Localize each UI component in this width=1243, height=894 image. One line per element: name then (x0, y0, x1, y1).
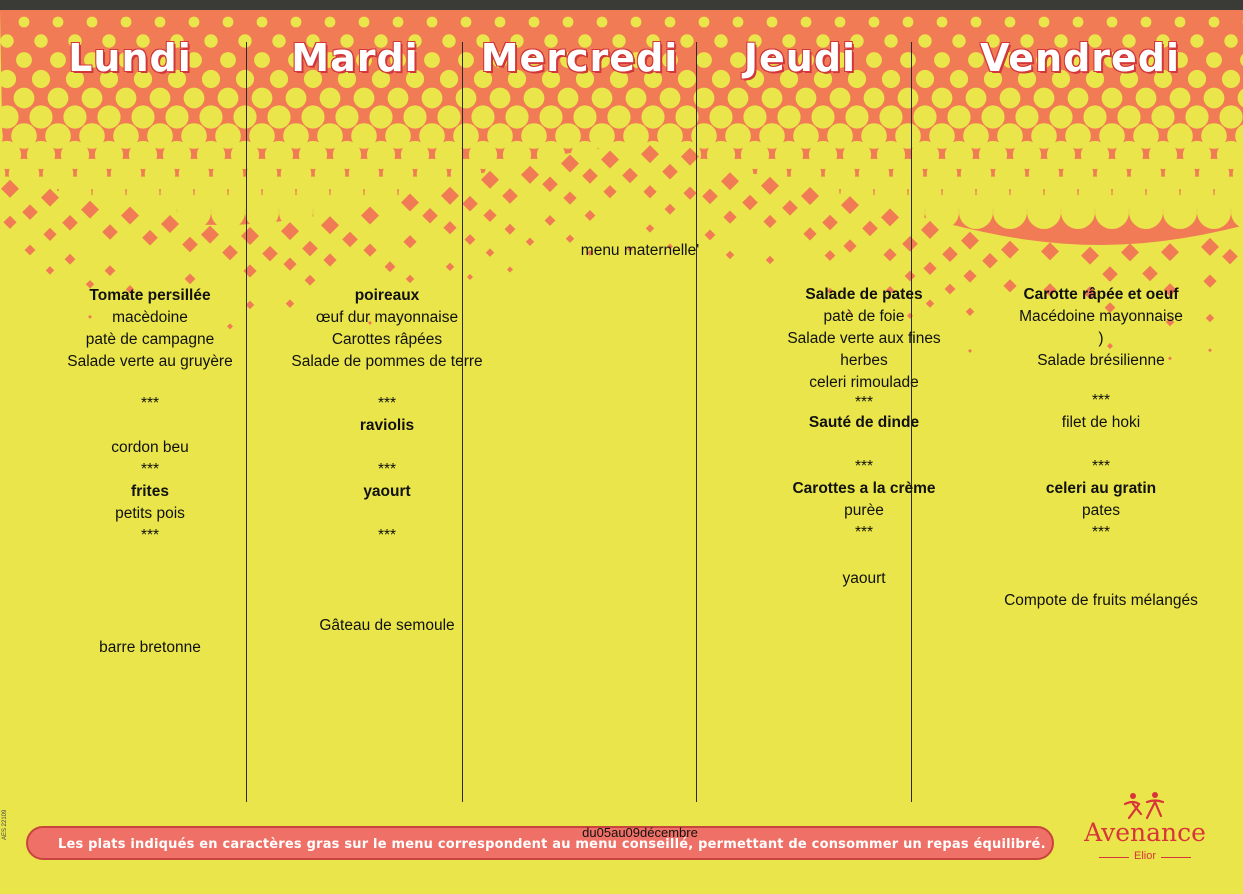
pattern-dot (131, 105, 154, 128)
dish-starter: Salade brésilienne (1037, 352, 1165, 369)
pattern-diamond (1081, 247, 1099, 265)
menu-column-jeudi (754, 284, 974, 590)
pattern-diamond (763, 215, 776, 228)
date-range: du05au09décembre (582, 825, 698, 840)
pattern-dot (1039, 17, 1050, 28)
pattern-dot (1095, 195, 1129, 229)
pattern-dot (1175, 17, 1186, 28)
pattern-diamond (665, 204, 676, 215)
pattern-dot (19, 17, 30, 28)
dish-starter: patè de campagne (85, 331, 215, 348)
pattern-diamond (62, 215, 78, 231)
dish-main: Sauté de dinde (808, 414, 920, 431)
dish-starter: celeri rimoulade (809, 374, 919, 391)
pattern-dot (1185, 105, 1208, 128)
pattern-dot (422, 88, 443, 109)
pattern-dot (932, 88, 953, 109)
pattern-diamond (105, 265, 116, 276)
pattern-dot (733, 17, 744, 28)
pattern-dot (1107, 17, 1118, 28)
dish-starter: œuf dur mayonnaise (315, 309, 459, 326)
separator: *** (854, 524, 874, 541)
pattern-dot (966, 88, 987, 109)
pattern-dot (1209, 17, 1220, 28)
pattern-dot (728, 88, 749, 109)
pattern-dot (1073, 17, 1084, 28)
pattern-diamond (102, 224, 118, 240)
pattern-diamond (182, 237, 198, 253)
day-title-vendredi: Vendredi (979, 36, 1181, 80)
pattern-diamond (646, 224, 654, 232)
separator: *** (1091, 392, 1111, 409)
pattern-diamond (446, 263, 454, 271)
pattern-diamond (1121, 243, 1139, 261)
day-title-jeudi: Jeudi (743, 36, 857, 80)
pattern-dot (641, 105, 664, 128)
dish-dessert: Compote de fruits mélangés (1004, 592, 1198, 609)
pattern-diamond (662, 164, 678, 180)
brand-logo (1075, 790, 1215, 870)
pattern-diamond (622, 168, 638, 184)
pattern-diamond (185, 273, 196, 284)
pattern-dot (456, 88, 477, 109)
dish-starter: macèdoine (112, 309, 188, 326)
pattern-diamond (1102, 266, 1118, 282)
column-divider (696, 42, 697, 802)
pattern-diamond (201, 226, 219, 244)
pattern-dot (913, 105, 936, 128)
pattern-dot (53, 17, 64, 28)
pattern-dot (699, 17, 710, 28)
separator: *** (1091, 458, 1111, 475)
pattern-diamond (961, 232, 979, 250)
pattern-dot (1005, 17, 1016, 28)
pattern-dot (14, 88, 35, 109)
pattern-diamond (3, 216, 16, 229)
pattern-diamond (563, 191, 576, 204)
menu-column-lundi (40, 285, 260, 659)
pattern-dot (891, 195, 925, 229)
pattern-dot (830, 88, 851, 109)
separator: *** (377, 527, 397, 544)
pattern-dot (257, 17, 268, 28)
pattern-dot (934, 52, 950, 68)
pattern-dot (291, 17, 302, 28)
separator: *** (854, 458, 874, 475)
pattern-dot (1151, 105, 1174, 128)
pattern-dot (1102, 88, 1123, 109)
brand-rule (1161, 857, 1191, 858)
pattern-dot (121, 17, 132, 28)
pattern-diamond (923, 262, 936, 275)
pattern-diamond (262, 246, 278, 262)
pattern-diamond (43, 228, 56, 241)
pattern-dot (592, 88, 613, 109)
pattern-dot (286, 88, 307, 109)
pattern-dot (165, 105, 188, 128)
separator: *** (377, 395, 397, 412)
pattern-dot (63, 105, 86, 128)
pattern-diamond (142, 230, 158, 246)
pattern-diamond (342, 232, 358, 248)
pattern-diamond (46, 266, 54, 274)
pattern-dot (245, 195, 279, 229)
pattern-dot (801, 17, 812, 28)
dish-main: cordon beu (111, 439, 189, 456)
separator: *** (854, 394, 874, 411)
separator: *** (140, 527, 160, 544)
pattern-dot (427, 17, 438, 28)
pattern-dot (626, 88, 647, 109)
pattern-dot (211, 195, 245, 229)
pattern-dot (437, 105, 460, 128)
pattern-dot (631, 17, 642, 28)
pattern-dot (869, 17, 880, 28)
pattern-dot (1117, 105, 1140, 128)
pattern-diamond (222, 245, 238, 261)
pattern-dot (325, 17, 336, 28)
pattern-diamond (683, 187, 696, 200)
pattern-diamond (723, 211, 736, 224)
pattern-diamond (406, 275, 414, 283)
pattern-dot (762, 88, 783, 109)
pattern-dot (1136, 88, 1157, 109)
pattern-dot (236, 70, 254, 88)
pattern-diamond (385, 261, 396, 272)
pattern-dot (505, 105, 528, 128)
pattern-dot (495, 17, 506, 28)
pattern-dot (1163, 195, 1197, 229)
pattern-dot (660, 88, 681, 109)
pattern-diamond (25, 245, 36, 256)
pattern-dot (665, 17, 676, 28)
pattern-dot (335, 105, 358, 128)
pattern-dot (993, 195, 1027, 229)
pattern-dot (1049, 105, 1072, 128)
pattern-diamond (241, 227, 259, 245)
pattern-dot (393, 17, 404, 28)
pattern-dot (918, 34, 931, 47)
dish-starter: Carotte râpée et oeuf (1023, 286, 1179, 303)
pattern-dot (709, 105, 732, 128)
pattern-diamond (65, 254, 76, 265)
pattern-dot (777, 105, 800, 128)
pattern-dot (743, 105, 766, 128)
pattern-diamond (467, 274, 473, 280)
dish-starter: Salade de pommes de terre (291, 353, 483, 370)
pattern-diamond (1001, 241, 1019, 259)
pattern-dot (1204, 88, 1225, 109)
pattern-diamond (942, 246, 958, 262)
pattern-dot (1034, 88, 1055, 109)
pattern-diamond (363, 244, 376, 257)
pattern-diamond (963, 269, 976, 282)
dish-side: pates (1082, 502, 1120, 519)
pattern-dot (0, 34, 13, 47)
pattern-dot (563, 17, 574, 28)
pattern-dot (199, 105, 222, 128)
separator: *** (140, 461, 160, 478)
pattern-dot (573, 105, 596, 128)
pattern-dot (1129, 195, 1163, 229)
pattern-dot (879, 105, 902, 128)
pattern-dot (155, 17, 166, 28)
menu-column-vendredi (981, 284, 1221, 612)
pattern-diamond (1142, 266, 1158, 282)
pattern-diamond (702, 188, 718, 204)
print-code: AES 22109 (2, 809, 8, 840)
pattern-dot (864, 88, 885, 109)
pattern-dot (48, 88, 69, 109)
pattern-dot (354, 88, 375, 109)
pattern-diamond (443, 221, 456, 234)
pattern-diamond (982, 253, 998, 269)
brand-subname: Elior (1133, 850, 1156, 862)
pattern-diamond (305, 275, 316, 286)
dish-main: filet de hoki (1061, 414, 1141, 431)
pattern-dot (388, 88, 409, 109)
pattern-dot (916, 70, 934, 88)
pattern-diamond (902, 236, 918, 252)
pattern-dot (218, 88, 239, 109)
pattern-dot (767, 17, 778, 28)
pattern-dot (189, 17, 200, 28)
pattern-diamond (1201, 238, 1219, 256)
pattern-dot (1083, 105, 1106, 128)
dish-dessert: Gâteau de semoule (319, 617, 455, 634)
pattern-dot (490, 88, 511, 109)
pattern-dot (82, 88, 103, 109)
pattern-dot (369, 105, 392, 128)
pattern-dot (238, 34, 251, 47)
pattern-dot (835, 17, 846, 28)
dish-side: petits pois (115, 505, 185, 522)
pattern-dot (558, 88, 579, 109)
separator: *** (140, 395, 160, 412)
pattern-diamond (843, 239, 856, 252)
pattern-dot (981, 105, 1004, 128)
pattern-dot (900, 52, 916, 68)
dish-starter: patè de foie (823, 308, 905, 325)
pattern-dot (539, 105, 562, 128)
pattern-diamond (643, 185, 656, 198)
pattern-dot (971, 17, 982, 28)
brand-name: Avenance (1084, 818, 1206, 847)
pattern-diamond (422, 208, 438, 224)
pattern-dot (607, 105, 630, 128)
separator: *** (377, 461, 397, 478)
pattern-diamond (585, 210, 596, 221)
pattern-dot (903, 17, 914, 28)
pattern-diamond (502, 188, 518, 204)
pattern-dot (1027, 195, 1061, 229)
pattern-diamond (283, 258, 296, 271)
pattern-diamond (603, 185, 616, 198)
pattern-dot (937, 17, 948, 28)
pattern-dot (857, 195, 891, 229)
pattern-dot (1068, 88, 1089, 109)
pattern-diamond (825, 250, 836, 261)
pattern-dot (97, 105, 120, 128)
dish-starter: Salade de pates (805, 286, 923, 303)
pattern-diamond (803, 227, 816, 240)
pattern-dot (403, 105, 426, 128)
pattern-dot (597, 17, 608, 28)
menu-column-mardi (277, 285, 497, 637)
pattern-diamond (905, 271, 916, 282)
dish-dairy: yaourt (363, 483, 411, 500)
pattern-dot (320, 88, 341, 109)
pattern-dot (184, 88, 205, 109)
pattern-diamond (483, 209, 496, 222)
pattern-diamond (705, 230, 716, 241)
pattern-dot (689, 159, 720, 190)
pattern-dot (471, 105, 494, 128)
pattern-diamond (1222, 249, 1238, 265)
dish-starter: herbes (840, 352, 888, 369)
day-title-mercredi: Mercredi (480, 36, 679, 80)
pattern-dot (796, 88, 817, 109)
pattern-dot (252, 88, 273, 109)
pattern-dot (959, 195, 993, 229)
pattern-dot (116, 88, 137, 109)
pattern-dot (898, 88, 919, 109)
dish-starter: Salade verte aux fines (787, 330, 941, 347)
pattern-dot (1061, 195, 1095, 229)
pattern-diamond (302, 241, 318, 257)
dish-starter: ) (1098, 330, 1104, 347)
day-title-mardi: Mardi (291, 36, 419, 80)
pattern-diamond (403, 235, 416, 248)
pattern-dot (223, 17, 234, 28)
pattern-dot (267, 105, 290, 128)
pattern-dot (524, 88, 545, 109)
dish-starter: poireaux (354, 287, 420, 304)
pattern-dot (1170, 88, 1191, 109)
pattern-diamond (582, 168, 598, 184)
day-title-lundi: Lundi (68, 36, 192, 80)
dish-side: purèe (844, 502, 884, 519)
pattern-diamond (545, 215, 556, 226)
pattern-dot (87, 17, 98, 28)
pattern-dot (233, 105, 256, 128)
dish-main: raviolis (359, 417, 415, 434)
menu-subtitle: menu maternelle' (580, 242, 700, 259)
pattern-dot (1222, 70, 1240, 88)
pattern-dot (150, 88, 171, 109)
pattern-dot (1141, 17, 1152, 28)
pattern-dot (1224, 34, 1237, 47)
pattern-dot (177, 195, 211, 229)
pattern-dot (1015, 105, 1038, 128)
pattern-dot (1000, 88, 1021, 109)
dish-starter: Salade verte au gruyère (67, 353, 233, 370)
pattern-dot (811, 105, 834, 128)
dish-side: celeri au gratin (1045, 480, 1157, 497)
dish-starter: Tomate persillée (89, 287, 211, 304)
top-edge (0, 0, 1243, 10)
dish-dessert: barre bretonne (99, 639, 201, 656)
pattern-dot (845, 105, 868, 128)
pattern-dot (1197, 195, 1231, 229)
separator: *** (1091, 524, 1111, 541)
pattern-diamond (507, 267, 513, 273)
footer-note: Les plats indiqués en caractères gras sur le menu correspondent au menu conseillé, permettant de consommer un repas équilibré. (58, 837, 1046, 852)
pattern-diamond (465, 234, 476, 245)
pattern-diamond (505, 224, 516, 235)
pattern-diamond (883, 248, 896, 261)
dish-side: Carottes a la crème (792, 480, 936, 497)
pattern-dot (947, 105, 970, 128)
pattern-dot (529, 17, 540, 28)
pattern-diamond (1041, 242, 1059, 260)
pattern-dot (359, 17, 370, 28)
pattern-dot (279, 195, 313, 229)
dish-dessert: yaourt (842, 570, 886, 587)
pattern-diamond (1161, 243, 1179, 261)
pattern-dot (461, 17, 472, 28)
pattern-dot (301, 105, 324, 128)
pattern-diamond (766, 256, 774, 264)
pattern-dot (1219, 105, 1242, 128)
dish-side: frites (131, 483, 169, 500)
pattern-diamond (486, 248, 494, 256)
pattern-dot (29, 105, 52, 128)
dish-starter: Macédoine mayonnaise (1019, 308, 1183, 325)
pattern-dot (347, 195, 381, 229)
pattern-diamond (323, 253, 336, 266)
dish-starter: Carottes râpées (331, 331, 443, 348)
